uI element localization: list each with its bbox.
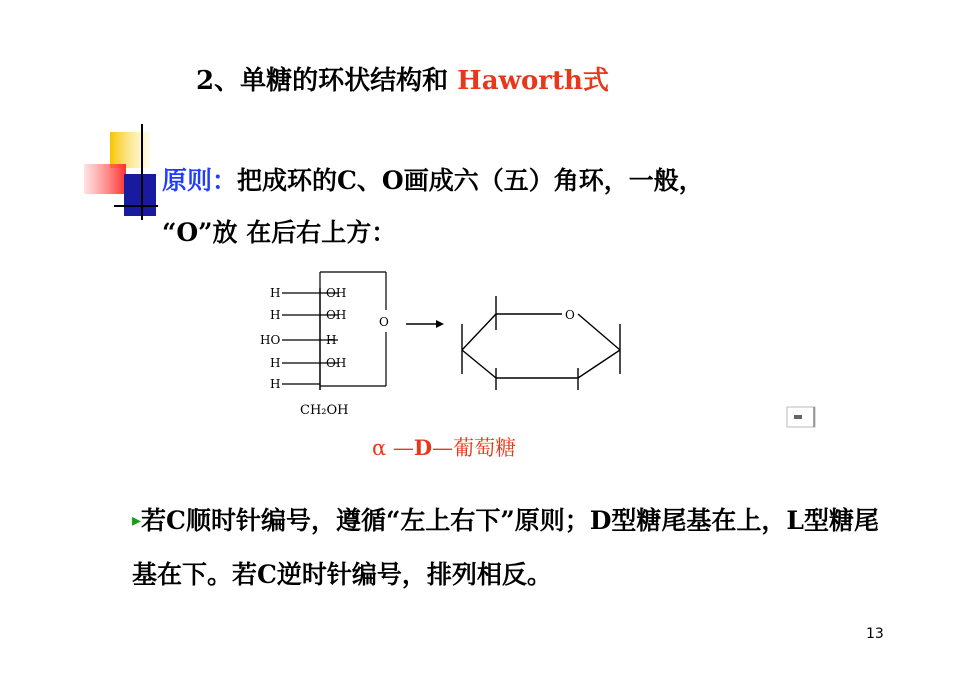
haworth-hexagon: [462, 296, 620, 390]
haworth-ring-o: O: [565, 308, 575, 322]
caption-name: 葡萄糖: [453, 436, 517, 460]
principle-text-2: “O”放 在后右上方：: [162, 218, 397, 247]
fischer-bottom-group: CH₂OH: [300, 403, 349, 418]
fischer-row2-left: H: [270, 308, 281, 322]
speaker-icon[interactable]: [786, 406, 816, 428]
glucose-ring-diagram: [240, 262, 800, 472]
diagram-caption: [372, 432, 516, 462]
red-square: [84, 164, 126, 194]
caption-d: D: [413, 435, 433, 460]
bullet-triangle-icon: ▸: [132, 510, 142, 531]
principle-line-1: [162, 155, 902, 207]
fischer-row5-left: H: [270, 377, 281, 391]
caption-dash-1: —: [392, 436, 414, 460]
yellow-square: [110, 132, 150, 168]
fischer-row3-left: HO: [260, 333, 281, 347]
principle-paragraph: [162, 155, 902, 259]
page-number: 13: [866, 626, 884, 642]
principle-label: 原则：: [162, 166, 238, 195]
bullet-paragraph: [132, 494, 892, 602]
fischer-row1-right: OH: [326, 286, 347, 300]
blue-square: [124, 174, 156, 216]
fischer-row2-right: OH: [326, 308, 347, 322]
fischer-row1-left: H: [270, 286, 281, 300]
fischer-projection: [260, 272, 389, 418]
fischer-row4-left: H: [270, 356, 281, 370]
principle-line-2: [162, 207, 902, 259]
fischer-row4-right: OH: [326, 356, 347, 370]
arrow-right-icon: [406, 320, 444, 328]
bullet-text: 若C顺时针编号，遵循“左上右下”原则；D型糖尾基在上，L型糖尾基在下。若C逆时针编号，排列相反。: [132, 506, 879, 589]
caption-alpha: α: [372, 436, 393, 460]
fischer-row3-right: H: [326, 333, 337, 347]
slide-title: [196, 60, 609, 97]
decorative-squares: [84, 124, 174, 224]
fischer-ring-o: O: [379, 315, 389, 329]
caption-dash-2: —: [432, 436, 454, 460]
title-main: 2、单糖的环状结构和: [196, 66, 458, 96]
title-accent: Haworth式: [457, 66, 609, 96]
principle-text-1: 把成环的C、O画成六（五）角环，一般，: [237, 166, 704, 195]
